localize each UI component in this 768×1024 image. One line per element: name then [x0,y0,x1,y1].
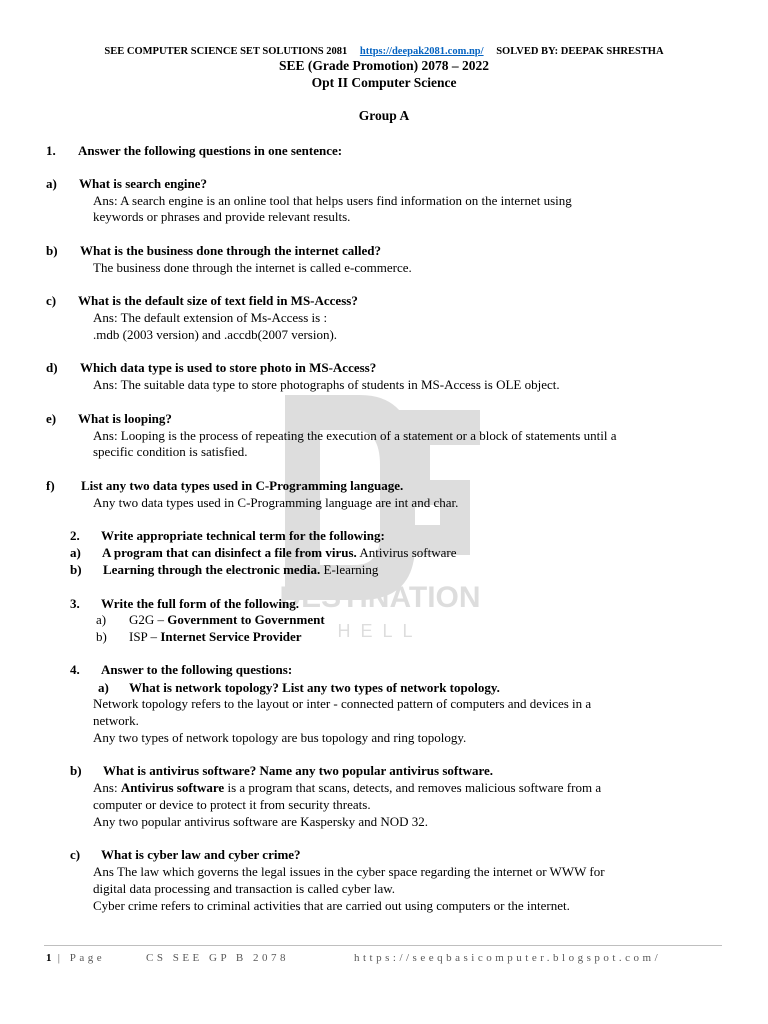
q1b-answer: The business done through the internet is called e-commerce. [93,260,412,275]
q3b-full: Internet Service Provider [160,629,302,644]
q1c-answer-line2: .mdb (2003 version) and .accdb(2007 version). [93,327,338,342]
q4a-answer-line2: network. [93,713,139,728]
q4b-label: b) [70,763,82,778]
q2b-question: Learning through the electronic media. [103,562,321,577]
q4b-answer-line2: computer or device to protect it from security threats. [93,797,371,812]
q1-heading: Answer the following questions in one sentence: [78,143,343,158]
q1b-question: What is the business done through the internet called? [80,243,381,258]
title-line2: Opt II Computer Science [311,75,457,90]
q4b-question: What is antivirus software? Name any two popular antivirus software. [103,763,494,778]
q1e-question: What is looping? [78,411,172,426]
q4c-label: c) [70,847,81,862]
watermark-logo [265,385,495,645]
q1f-label: f) [46,478,55,493]
q2a-answer: Antivirus software [359,545,457,560]
q4a-answer-line1: Network topology refers to the layout or inter - connected pattern of computers and devices in a [93,696,592,711]
q3b-abbr: ISP – [129,629,158,644]
q1c-answer-line1: Ans: The default extension of Ms-Access is : [93,310,328,325]
header-link[interactable]: https://deepak2081.com.np/ [359,46,484,57]
footer-page [46,950,105,967]
q4c-question: What is cyber law and cyber crime? [101,847,301,862]
q4a-answer-line3: Any two types of network topology are bus topology and ring topology. [93,730,467,745]
q3b-label: b) [96,629,107,644]
header-left: SEE COMPUTER SCIENCE SET SOLUTIONS 2081 [104,46,348,57]
q4b-answer-prefix: Ans: [93,780,118,795]
q4-number: 4. [70,662,80,677]
q2-heading: Write appropriate technical term for the following: [101,528,385,543]
q4a-question: What is network topology? List any two types of network topology. [129,680,500,695]
q3-heading: Write the full form of the following. [101,596,299,611]
q2b-item [103,562,378,579]
q1e-answer-line2: specific condition is satisfied. [93,444,248,459]
q3a-label: a) [96,612,107,627]
q1a-question: What is search engine? [79,176,207,191]
q2-number: 2. [70,528,80,543]
q1a-label: a) [46,176,57,191]
q4c-answer-line1: Ans The law which governs the legal issues in the cyber space regarding the internet or WWW for [93,864,605,879]
watermark-word1: DESTINATION [279,581,481,614]
q1-number: 1. [46,143,56,158]
q2b-answer: E-learning [323,562,379,577]
q3a-abbr: G2G – [129,612,165,627]
q4-heading: Answer to the following questions: [101,662,293,677]
footer-page-number: 1 [46,952,52,964]
q1c-label: c) [46,293,57,308]
q1f-answer: Any two data types used in C-Programming language are int and char. [93,495,459,510]
q3a-full: Government to Government [167,612,325,627]
q2b-label: b) [70,562,82,577]
q1c-question: What is the default size of text field in MS-Access? [78,293,358,308]
q4b-answer-rest: is a program that scans, detects, and removes malicious software from a [227,780,602,795]
q3b-item [129,629,302,646]
q4a-label: a) [98,680,109,695]
q4b-answer-line3: Any two popular antivirus software are Kaspersky and NOD 32. [93,814,429,829]
header-right: SOLVED BY: DEEPAK SHRESTHA [496,46,664,57]
q1b-label: b) [46,243,58,258]
title-line1: SEE (Grade Promotion) 2078 – 2022 [278,58,490,73]
q1d-label: d) [46,360,58,375]
q1a-answer-line1: Ans: A search engine is an online tool that helps users find information on the internet using [93,193,572,208]
q1e-answer-line1: Ans: Looping is the process of repeating the execution of a statement or a block of statements until a [93,428,617,443]
q4b-answer-term: Antivirus software [120,780,225,795]
footer-page-label: | Page [57,952,106,964]
group-title: Group A [358,108,410,123]
q2a-item [102,545,456,562]
footer-center: CS SEE GP B 2078 [146,952,290,964]
q3-number: 3. [70,596,80,611]
footer-divider [44,945,722,946]
q3a-item [129,612,325,629]
footer-url: https://seeqbasicomputer.blogspot.com/ [354,952,662,964]
q1a-answer-line2: keywords or phrases and provide relevant results. [93,209,351,224]
q2a-question: A program that can disinfect a file from virus. [102,545,357,560]
q4b-answer-line1 [93,780,601,797]
watermark-word2: HELL [337,621,423,641]
q1d-answer: Ans: The suitable data type to store photographs of students in MS-Access is OLE object. [93,377,560,392]
q4c-answer-line3: Cyber crime refers to criminal activities that are carried out using computers or the internet. [93,898,570,913]
q2a-label: a) [70,545,81,560]
q1e-label: e) [46,411,57,426]
q1d-question: Which data type is used to store photo in MS-Access? [80,360,377,375]
q1f-question: List any two data types used in C-Programming language. [81,478,404,493]
q4c-answer-line2: digital data processing and transaction is called cyber law. [93,881,396,896]
